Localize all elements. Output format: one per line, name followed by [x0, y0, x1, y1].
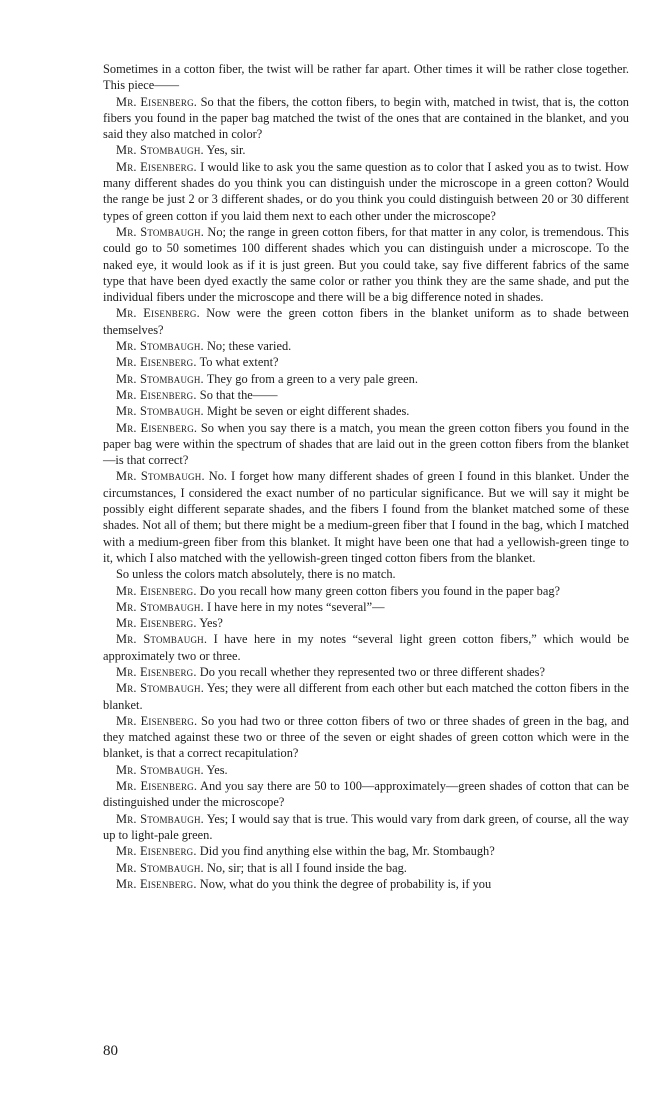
paragraph-text: Now, what do you think the degree of probability is, if you [199, 876, 492, 891]
speaker-name: Mr. Eisenberg. [116, 355, 197, 370]
testimony-paragraph [103, 713, 629, 762]
speaker-name: Mr. Stombaugh. [116, 371, 204, 386]
paragraph-text: Yes? [199, 616, 223, 631]
paragraph-text: Sometimes in a cotton fiber, the twist will be rather far apart. Other times it will be rather close together. This piece—— [103, 62, 629, 93]
testimony-paragraph [103, 876, 629, 892]
paragraph-text: No; these varied. [206, 339, 292, 354]
page-number: 80 [103, 1043, 118, 1059]
testimony-paragraph [103, 762, 629, 778]
paragraph-text: Do you recall whether they represented two or three different shades? [199, 664, 545, 679]
speaker-name: Mr. Eisenberg. [116, 876, 197, 891]
speaker-name: Mr. Stombaugh. [116, 599, 204, 614]
speaker-name: Mr. Stombaugh. [116, 632, 208, 647]
testimony-paragraph [103, 338, 629, 354]
testimony-paragraph [103, 371, 629, 387]
paragraph-text: So when you say there is a match, you mean the green cotton fibers you found in the paper bag were within the spectrum of shades that are laid out in the green cotton fibers from the blanket—is that correct? [103, 420, 629, 468]
speaker-name: Mr. Stombaugh. [116, 143, 204, 158]
paragraph-text: Did you find anything else within the bag, Mr. Stombaugh? [199, 844, 495, 859]
testimony-paragraph [103, 468, 629, 566]
speaker-name: Mr. Eisenberg. [116, 94, 198, 109]
paragraph-text: I have here in my notes “several light green cotton fibers,” which would be approximately two or three. [103, 632, 629, 663]
testimony-paragraph [103, 420, 629, 469]
testimony-text [103, 61, 629, 892]
paragraph-text: Yes, sir. [206, 143, 246, 158]
speaker-name: Mr. Stombaugh. [116, 860, 204, 875]
speaker-name: Mr. Stombaugh. [116, 469, 205, 484]
speaker-name: Mr. Stombaugh. [116, 762, 204, 777]
testimony-paragraph [103, 811, 629, 844]
speaker-name: Mr. Stombaugh. [116, 339, 204, 354]
testimony-paragraph [103, 61, 629, 94]
testimony-paragraph [103, 305, 629, 338]
paragraph-text: Yes; they were all different from each other but each matched the cotton fibers in the blanket. [103, 681, 630, 712]
paragraph-text: No. I forget how many different shades of green I found in this blanket. Under the circumstances, I considered the exact number of no particular significance. But we will say it might be possibly eight different separate shades, and the fibers I found from the blanket matched some of these shades. Not all of them; but there might be a medium-green fiber that I found in the bag, which I matched with a medium-green fiber from this blanket. It might have been one that had a yellowish-green tinge to it, which I also matched with the yellowish-green tinged cotton fibers from the blanket. [103, 469, 630, 565]
paragraph-text: No, sir; that is all I found inside the bag. [206, 860, 407, 875]
paragraph-text: I would like to ask you the same question as to color that I asked you as to twist. How many different shades do you think you can distinguish under the microscope in a green cotton? Would the range be just 2 or 3 different shades, or do you think you could distinguish between 20 or 30 different types of green cotton if you laid them next to each other under the microscope? [103, 159, 629, 223]
speaker-name: Mr. Eisenberg. [116, 779, 198, 794]
testimony-paragraph [103, 159, 629, 224]
paragraph-text: So that the—— [199, 387, 278, 402]
speaker-name: Mr. Eisenberg. [116, 159, 197, 174]
speaker-name: Mr. Eisenberg. [116, 420, 198, 435]
paragraph-text: And you say there are 50 to 100—approximately—green shades of cotton that can be distinguished under the microscope? [103, 779, 629, 810]
testimony-paragraph [103, 680, 629, 713]
testimony-paragraph [103, 566, 629, 582]
testimony-paragraph [103, 387, 629, 403]
paragraph-text: Do you recall how many green cotton fibers you found in the paper bag? [199, 583, 561, 598]
paragraph-text: Might be seven or eight different shades. [206, 404, 410, 419]
paragraph-text: So that the fibers, the cotton fibers, to begin with, matched in twist, that is, the cotton fibers you found in the paper bag matched the twist of the ones that are contained in the blanket, and you said they also matched in color? [103, 94, 629, 142]
testimony-paragraph [103, 354, 629, 370]
paragraph-text: Yes. [206, 762, 228, 777]
testimony-paragraph [103, 142, 629, 158]
paragraph-text: To what extent? [199, 355, 279, 370]
paragraph-text: So unless the colors match absolutely, there is no match. [116, 567, 396, 582]
speaker-name: Mr. Stombaugh. [116, 224, 205, 239]
testimony-paragraph [103, 615, 629, 631]
testimony-paragraph [103, 860, 629, 876]
speaker-name: Mr. Eisenberg. [116, 713, 198, 728]
speaker-name: Mr. Eisenberg. [116, 306, 200, 321]
paragraph-text: No; the range in green cotton fibers, for that matter in any color, is tremendous. This could go to 50 sometimes 100 different shades which you can distinguish under a microscope. To the naked eye, it would look as if it is just green. But you could take, say five different fabrics of the same type that have been dyed exactly the same color or rather you think they are the same shade, and put the individual fibers under the microscope and there will be a big difference noted in shades. [103, 224, 629, 305]
speaker-name: Mr. Eisenberg. [116, 387, 197, 402]
speaker-name: Mr. Eisenberg. [116, 664, 197, 679]
testimony-paragraph [103, 94, 629, 143]
testimony-paragraph [103, 583, 629, 599]
speaker-name: Mr. Stombaugh. [116, 681, 204, 696]
paragraph-text: Now were the green cotton fibers in the blanket uniform as to shade between themselves? [103, 306, 629, 337]
testimony-paragraph [103, 403, 629, 419]
speaker-name: Mr. Eisenberg. [116, 583, 197, 598]
testimony-paragraph [103, 664, 629, 680]
testimony-paragraph [103, 224, 629, 305]
speaker-name: Mr. Eisenberg. [116, 844, 197, 859]
speaker-name: Mr. Stombaugh. [116, 404, 204, 419]
speaker-name: Mr. Eisenberg. [116, 616, 197, 631]
paragraph-text: I have here in my notes “several”— [206, 599, 385, 614]
testimony-paragraph [103, 599, 629, 615]
testimony-paragraph [103, 631, 629, 664]
testimony-paragraph [103, 843, 629, 859]
paragraph-text: So you had two or three cotton fibers of two or three shades of green in the bag, and they matched against these two or three of the seven or eight shades of green cotton which were in the blanket, is that a correct recapitulation? [103, 713, 629, 761]
paragraph-text: Yes; I would say that is true. This would vary from dark green, of course, all the way up to light-pale green. [103, 811, 629, 842]
speaker-name: Mr. Stombaugh. [116, 811, 204, 826]
paragraph-text: They go from a green to a very pale green. [206, 371, 418, 386]
testimony-paragraph [103, 778, 629, 811]
